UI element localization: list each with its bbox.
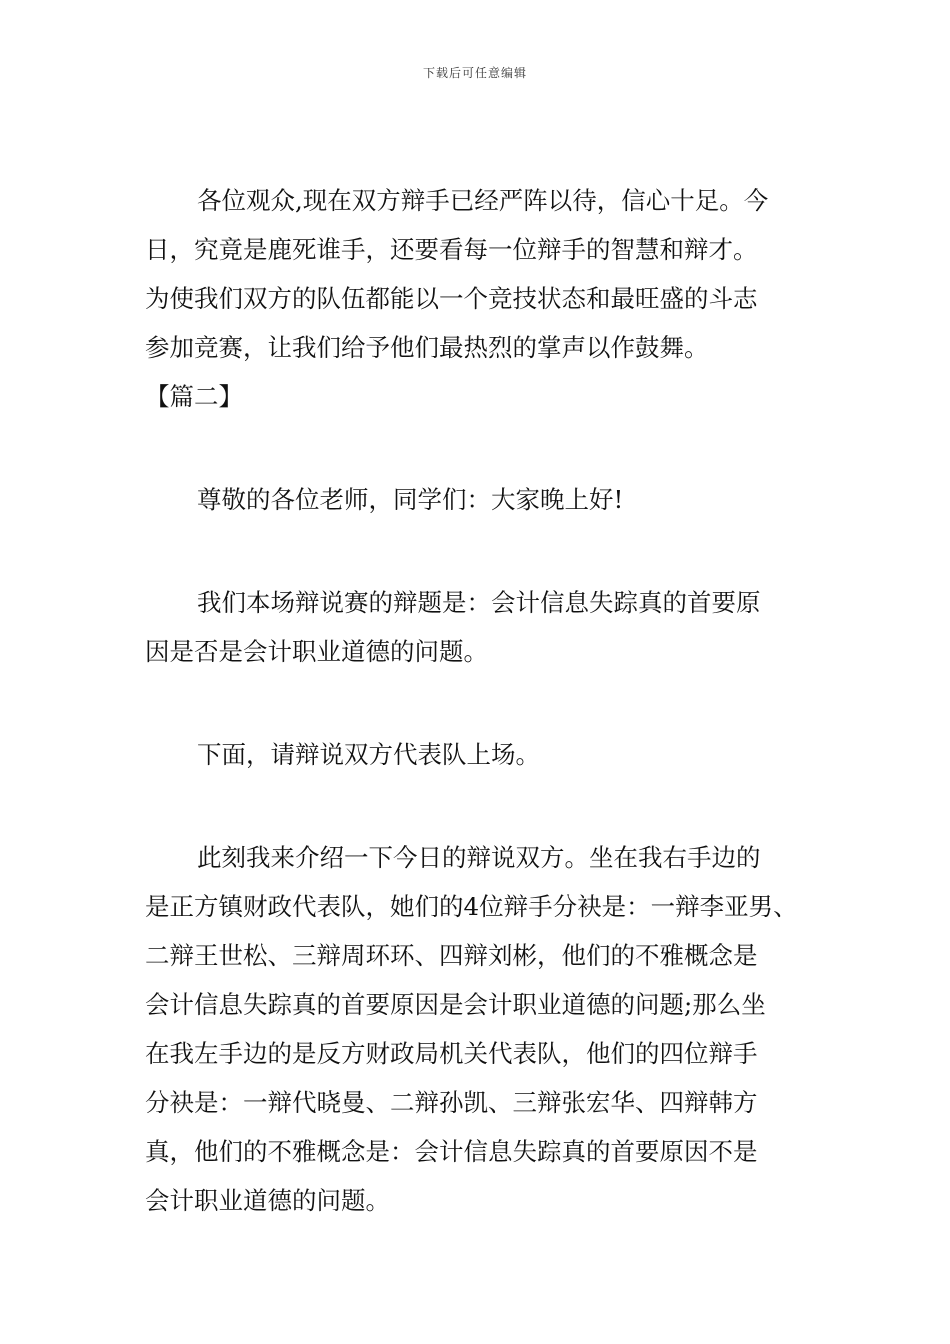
text-line: 真，他们的不雅概念是：会计信息失踪真的首要原因不是 [145,1137,758,1166]
text-line: 二辩王世松、三辩周环环、四辩刘彬，他们的不雅概念是 [145,941,758,970]
text-line: 为使我们双方的队伍都能以一个竞技状态和最旺盛的斗志 [145,284,758,313]
text-line: 各位观众,现在双方辩手已经严阵以待，信心十足。今 [197,186,769,215]
paragraph-spacer [145,676,810,730]
text-line: 尊敬的各位老师，同学们：大家晚上好! [197,485,624,514]
paragraph-debate-topic [145,578,810,676]
paragraph-teams-enter [145,730,810,779]
text-line: 我们本场辩说赛的辩题是：会计信息失踪真的首要原 [197,588,761,617]
paragraph-spacer [145,779,810,833]
paragraph-audience-intro [145,176,810,372]
text-line: 下面，请辩说双方代表队上场。 [197,740,540,769]
text-line: 参加竞赛，让我们给予他们最热烈的掌声以作鼓舞。 [145,333,709,362]
section-title: 【篇二】 [145,382,243,411]
text-line: 会计职业道德的问题。 [145,1186,390,1215]
text-line: 是正方镇财政代表队，她们的4位辩手分袂是：一辩李亚男、 [145,892,798,921]
paragraph-spacer [145,524,810,578]
text-line: 日，究竟是鹿死谁手，还要看每一位辩手的智慧和辩才。 [145,235,758,264]
paragraph-spacer [145,421,810,475]
page-header: 下载后可任意编辑 [422,66,527,80]
paragraph-greeting [145,475,810,524]
text-line: 因是否是会计职业道德的问题。 [145,637,488,666]
paragraph-team-introduction [145,833,810,1225]
text-line: 分袂是：一辩代晓曼、二辩孙凯、三辩张宏华、四辩韩方 [145,1088,758,1117]
text-line: 在我左手边的是反方财政局机关代表队，他们的四位辩手 [145,1039,758,1068]
text-line: 此刻我来介绍一下今日的辩说双方。坐在我右手边的 [197,843,761,872]
text-line: 会计信息失踪真的首要原因是会计职业道德的问题;那么坐 [145,990,766,1019]
document-body [145,176,810,1225]
